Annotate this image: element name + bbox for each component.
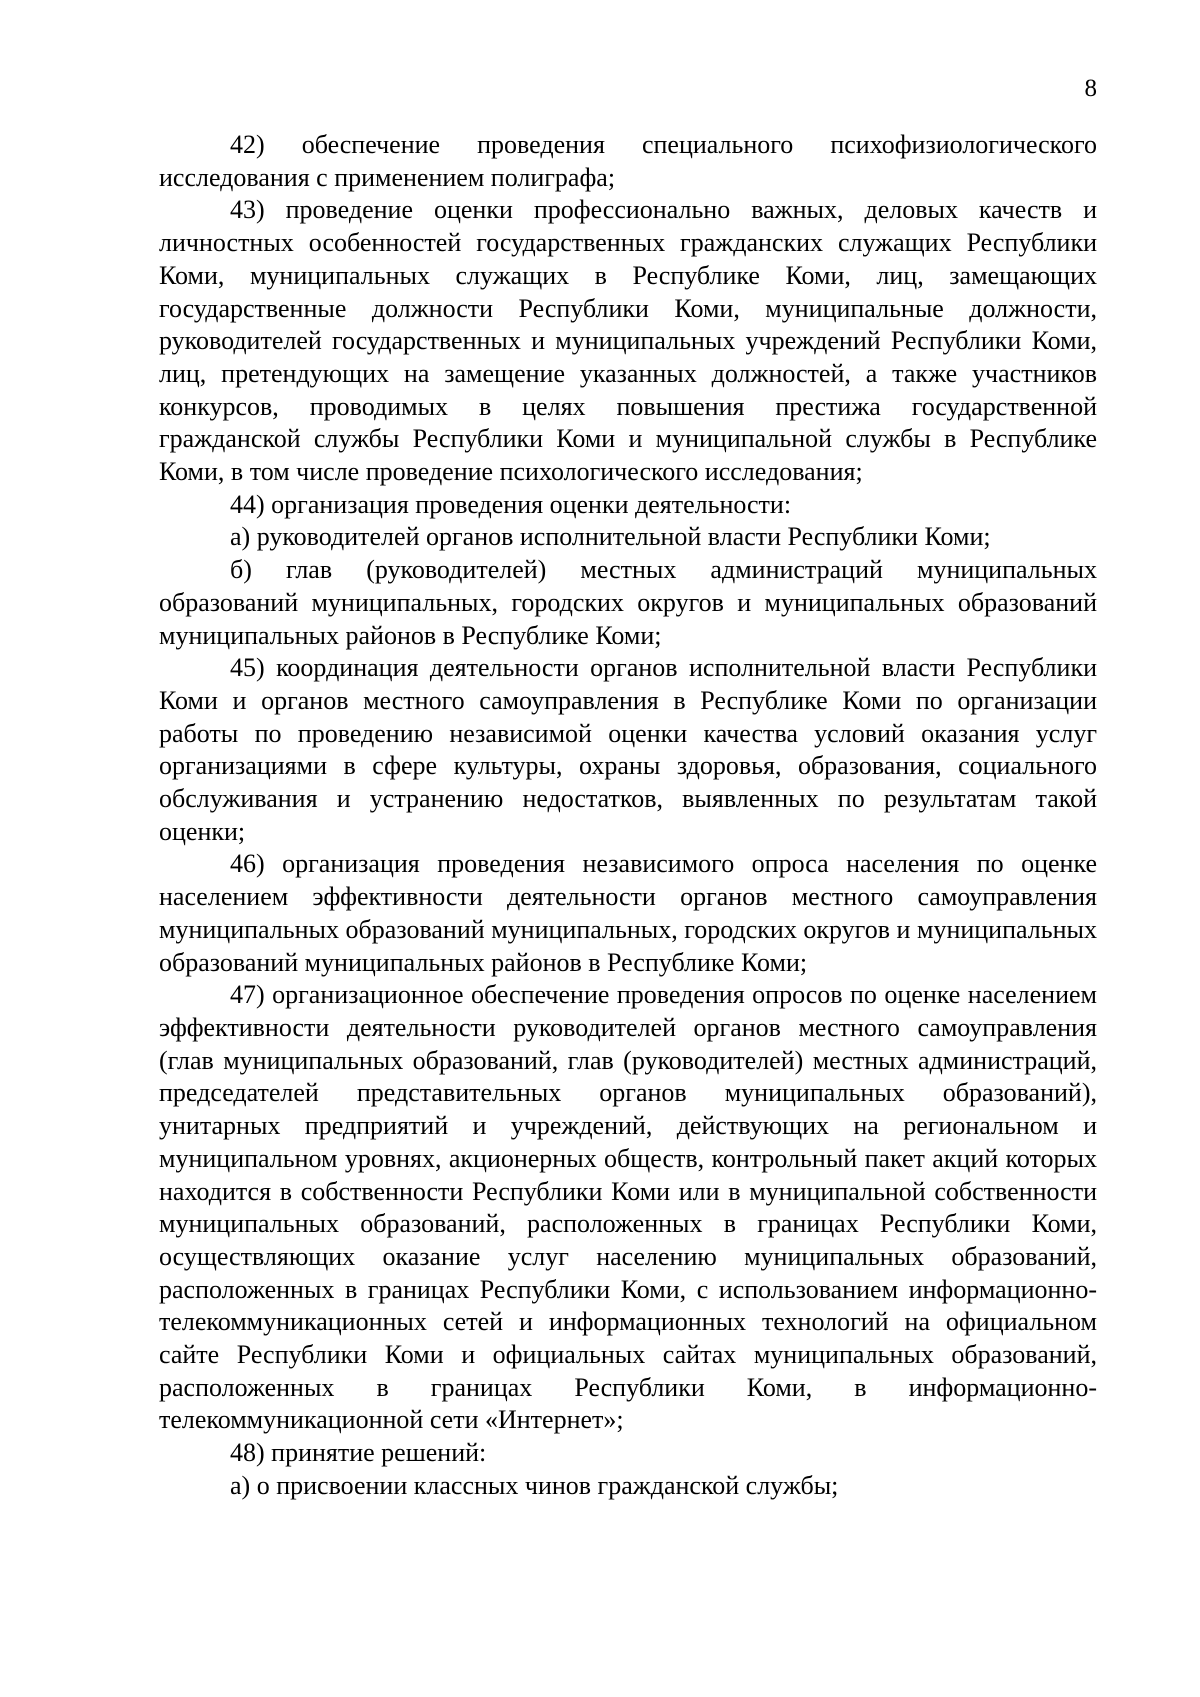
paragraph-item-43: 43) проведение оценки профессионально важных, деловых качеств и личностных особенностей государственных гражданских служащих Республики Коми, муниципальных служащих в Республике Коми, лиц, замещающих государственные должности Республики Коми, муниципальные должности, руководителей государственных и муниципальных учреждений Республики Коми, лиц, претендующих на замещение указанных должностей, а также участников конкурсов, проводимых в целях повышения престижа государственной гражданской службы Республики Коми и муниципальной службы в Республике Коми, в том числе проведение психологического исследования; <box>159 195 1097 487</box>
page-number: 8 <box>1084 75 1097 102</box>
document-body <box>159 129 1097 1503</box>
paragraph-item-42: 42) обеспечение проведения специального психофизиологического исследования с применением полиграфа; <box>159 130 1097 192</box>
paragraph-item-46: 46) организация проведения независимого опроса населения по оценке населением эффективности деятельности органов местного самоуправления муниципальных образований муниципальных, городских округов и муниципальных образований муниципальных районов в Республике Коми; <box>159 849 1097 977</box>
paragraph-item-44b: б) глав (руководителей) местных администраций муниципальных образований муниципальных, городских округов и муниципальных образований муниципальных районов в Республике Коми; <box>159 555 1097 650</box>
paragraph-item-48: 48) принятие решений: <box>230 1438 487 1468</box>
paragraph-item-47: 47) организационное обеспечение проведения опросов по оценке населением эффективности деятельности руководителей органов местного самоуправления (глав муниципальных образований, глав (руководителей) местных администраций, председателей представительных органов муниципальных образований), унитарных предприятий и учреждений, действующих на региональном и муниципальном уровнях, акционерных обществ, контрольный пакет акций которых находится в собственности Республики Коми или в муниципальной собственности муниципальных образований, расположенных в границах Республики Коми, осуществляющих оказание услуг населению муниципальных образований, расположенных в границах Республики Коми, с использованием информационно-телекоммуникационных сетей и информационных технологий на официальном сайте Республики Коми и официальных сайтах муниципальных образований, расположенных в границах Республики Коми, в информационно-телекоммуникационной сети «Интернет»; <box>159 980 1097 1435</box>
paragraph-item-48a: а) о присвоении классных чинов гражданской службы; <box>230 1470 839 1500</box>
paragraph-item-44: 44) организация проведения оценки деятельности: <box>230 489 792 519</box>
paragraph-item-45: 45) координация деятельности органов исполнительной власти Республики Коми и органов местного самоуправления в Республике Коми по организации работы по проведению независимой оценки качества условий оказания услуг организациями в сфере культуры, охраны здоровья, образования, социального обслуживания и устранению недостатков, выявленных по результатам такой оценки; <box>159 653 1097 846</box>
paragraph-item-44a: а) руководителей органов исполнительной власти Республики Коми; <box>230 522 991 552</box>
